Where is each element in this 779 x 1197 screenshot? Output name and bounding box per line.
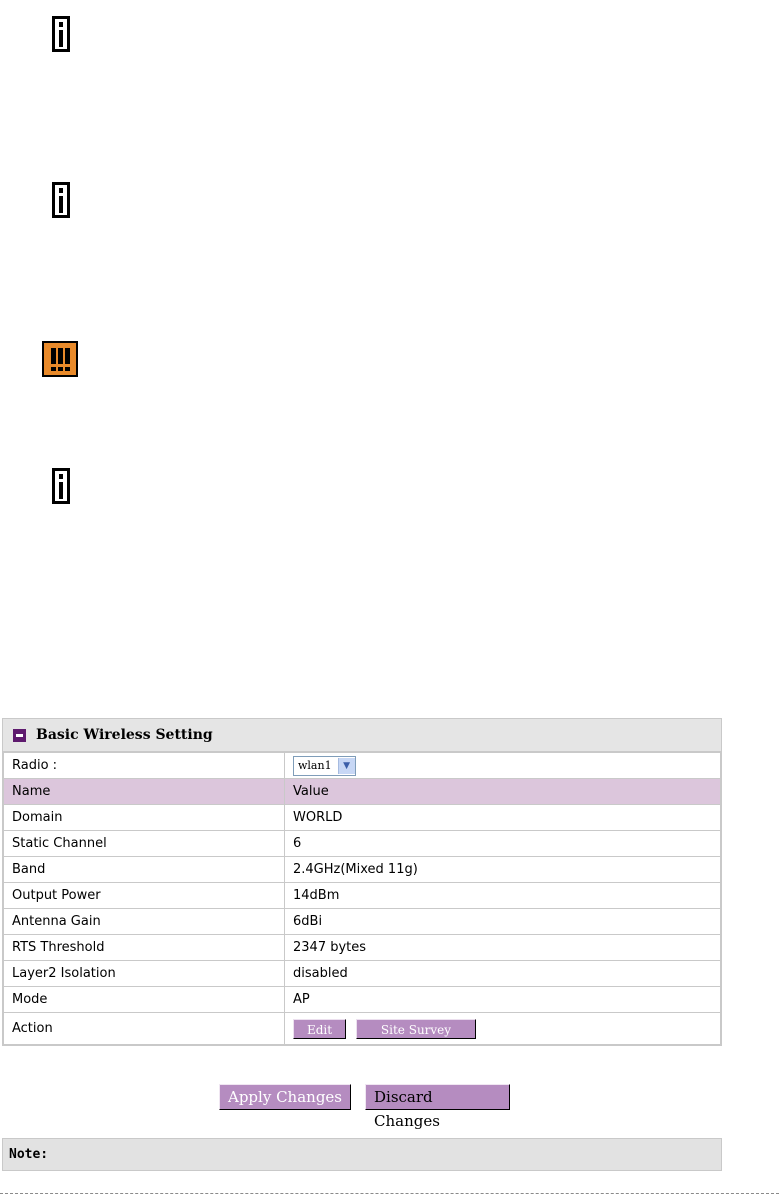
action-label: Action [4, 1013, 285, 1045]
row-name: RTS Threshold [4, 935, 285, 961]
edit-button[interactable]: Edit [293, 1019, 346, 1039]
row-name: Output Power [4, 883, 285, 909]
row-name: Antenna Gain [4, 909, 285, 935]
radio-label: Radio : [4, 753, 285, 779]
apply-changes-button[interactable]: Apply Changes [219, 1084, 351, 1110]
warning-icon [42, 341, 78, 377]
table-row [4, 961, 721, 987]
site-survey-button[interactable]: Site Survey [356, 1019, 476, 1039]
table-row [4, 987, 721, 1013]
table-row [4, 857, 721, 883]
radio-row [4, 753, 721, 779]
table-row [4, 909, 721, 935]
row-name: Domain [4, 805, 285, 831]
radio-select-value: wlan1 [298, 759, 332, 772]
table-row [4, 831, 721, 857]
row-value: 6 [285, 831, 721, 857]
row-value: AP [285, 987, 721, 1013]
info-icon [52, 16, 70, 52]
row-name: Layer2 Isolation [4, 961, 285, 987]
column-header-name: Name [4, 779, 285, 805]
panel-header [3, 719, 721, 752]
row-value: 6dBi [285, 909, 721, 935]
basic-wireless-setting-panel [2, 718, 722, 1046]
row-value: 2.4GHz(Mixed 11g) [285, 857, 721, 883]
panel-title: Basic Wireless Setting [36, 727, 213, 743]
settings-table [3, 752, 721, 1045]
row-value: 2347 bytes [285, 935, 721, 961]
radio-select[interactable] [293, 756, 356, 776]
discard-changes-button[interactable]: Discard Changes [365, 1084, 510, 1110]
row-name: Band [4, 857, 285, 883]
row-value: 14dBm [285, 883, 721, 909]
table-row [4, 935, 721, 961]
note-bar [2, 1138, 722, 1171]
note-label: Note: [9, 1147, 49, 1162]
collapse-icon[interactable] [13, 729, 26, 742]
chevron-down-icon[interactable]: ▼ [338, 758, 355, 774]
info-icon [52, 468, 70, 504]
row-value: WORLD [285, 805, 721, 831]
action-row [4, 1013, 721, 1045]
table-row [4, 883, 721, 909]
table-row [4, 805, 721, 831]
column-header-value: Value [285, 779, 721, 805]
divider [0, 1193, 779, 1194]
row-name: Mode [4, 987, 285, 1013]
form-actions [219, 1084, 510, 1130]
row-name: Static Channel [4, 831, 285, 857]
info-icon [52, 182, 70, 218]
table-header-row [4, 779, 721, 805]
row-value: disabled [285, 961, 721, 987]
